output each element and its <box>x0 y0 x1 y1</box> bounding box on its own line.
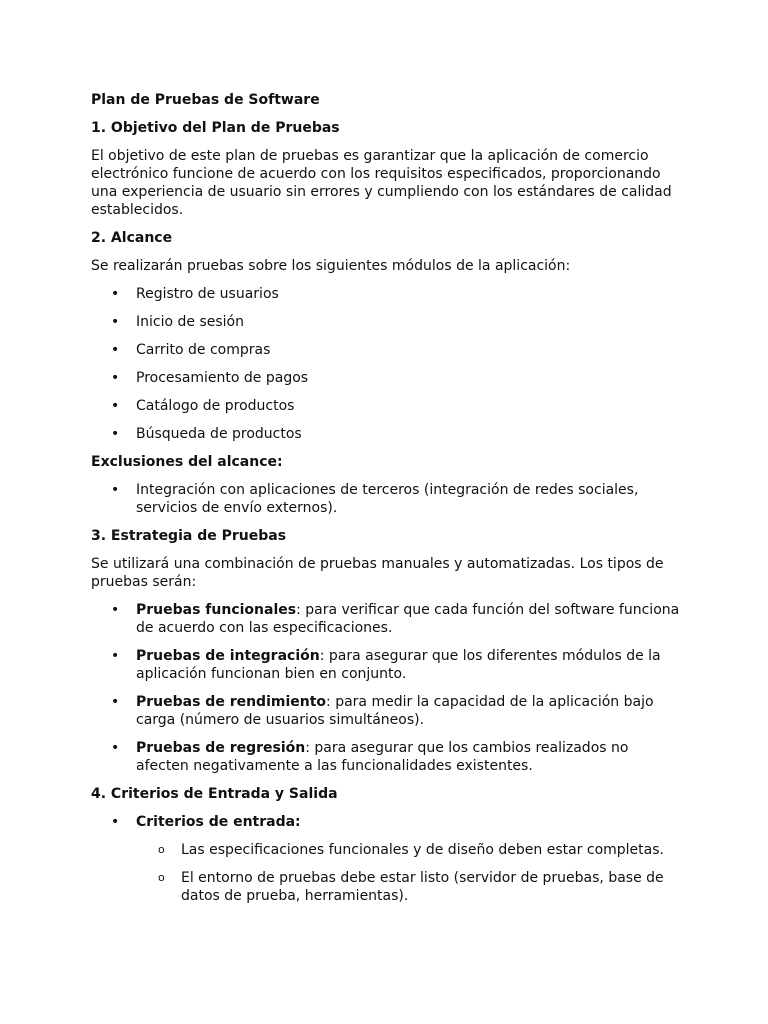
exclusions-list <box>91 481 768 517</box>
modules-list <box>91 285 768 443</box>
circle-bullet-icon: o <box>158 843 165 856</box>
list-item <box>91 693 681 729</box>
bullet-icon: • <box>111 648 120 664</box>
section-3-intro: Se utilizará una combinación de pruebas manuales y automatizadas. Los tipos de pruebas serán: <box>91 556 664 590</box>
test-types-list <box>91 601 768 775</box>
bullet-icon: • <box>111 370 120 386</box>
list-item: o El entorno de pruebas debe estar listo (servidor de pruebas, base de datos de prueba, herramientas). <box>158 870 664 904</box>
list-item: • Carrito de compras <box>111 342 271 358</box>
test-type-name: Pruebas funcionales <box>136 602 297 618</box>
entry-criteria-heading: Criterios de entrada: <box>136 814 301 830</box>
circle-bullet-icon: o <box>158 871 165 884</box>
exclusions-heading: Exclusiones del alcance: <box>91 454 283 470</box>
document-title: Plan de Pruebas de Software <box>91 92 320 108</box>
bullet-icon: • <box>111 286 120 302</box>
section-2-intro: Se realizarán pruebas sobre los siguientes módulos de la aplicación: <box>91 258 571 274</box>
section-1-heading: 1. Objetivo del Plan de Pruebas <box>91 120 340 136</box>
test-type-name: Pruebas de regresión <box>136 740 306 756</box>
section-4-heading: 4. Criterios de Entrada y Salida <box>91 786 338 802</box>
bullet-icon: • <box>111 426 120 442</box>
list-item <box>91 813 681 831</box>
test-type-desc: : para asegurar que los diferentes módulos de la aplicación funcionan bien en conjunto. <box>136 648 661 682</box>
list-item: o Las especificaciones funcionales y de diseño deben estar completas. <box>158 842 664 858</box>
entry-criteria-list <box>91 841 768 905</box>
criteria-list <box>91 813 768 831</box>
section-1-text: El objetivo de este plan de pruebas es garantizar que la aplicación de comercio electrónico funcione de acuerdo con los requisitos especificados, proporcionando una experiencia de usuario sin errores y cumpliendo con los estándares de calidad establecidos. <box>91 148 672 218</box>
list-item: • Registro de usuarios <box>111 286 279 302</box>
list-item <box>91 601 681 637</box>
bullet-icon: • <box>111 398 120 414</box>
bullet-icon: • <box>111 342 120 358</box>
bullet-icon: • <box>111 694 120 710</box>
test-type-name: Pruebas de integración <box>136 648 320 664</box>
test-type-desc: : para verificar que cada función del software funciona de acuerdo con las especificaciones. <box>136 602 680 636</box>
bullet-icon: • <box>111 740 120 756</box>
bullet-icon: • <box>111 314 120 330</box>
bullet-icon: • <box>111 602 120 618</box>
test-type-desc: : para asegurar que los cambios realizados no afecten negativamente a las funcionalidades existentes. <box>136 740 629 774</box>
list-item <box>91 739 681 775</box>
section-2-heading: 2. Alcance <box>91 230 173 246</box>
list-item: • Integración con aplicaciones de terceros (integración de redes sociales, servicios de envío externos). <box>111 482 639 516</box>
list-item: • Procesamiento de pagos <box>111 370 309 386</box>
bullet-icon: • <box>111 482 120 498</box>
section-3-heading: 3. Estrategia de Pruebas <box>91 528 287 544</box>
list-item <box>91 647 681 683</box>
list-item: • Inicio de sesión <box>111 314 244 330</box>
test-type-desc: : para medir la capacidad de la aplicación bajo carga (número de usuarios simultáneos). <box>136 694 654 728</box>
list-item: • Catálogo de productos <box>111 398 295 414</box>
list-item: • Búsqueda de productos <box>111 426 302 442</box>
bullet-icon: • <box>111 814 120 830</box>
test-type-name: Pruebas de rendimiento <box>136 694 327 710</box>
